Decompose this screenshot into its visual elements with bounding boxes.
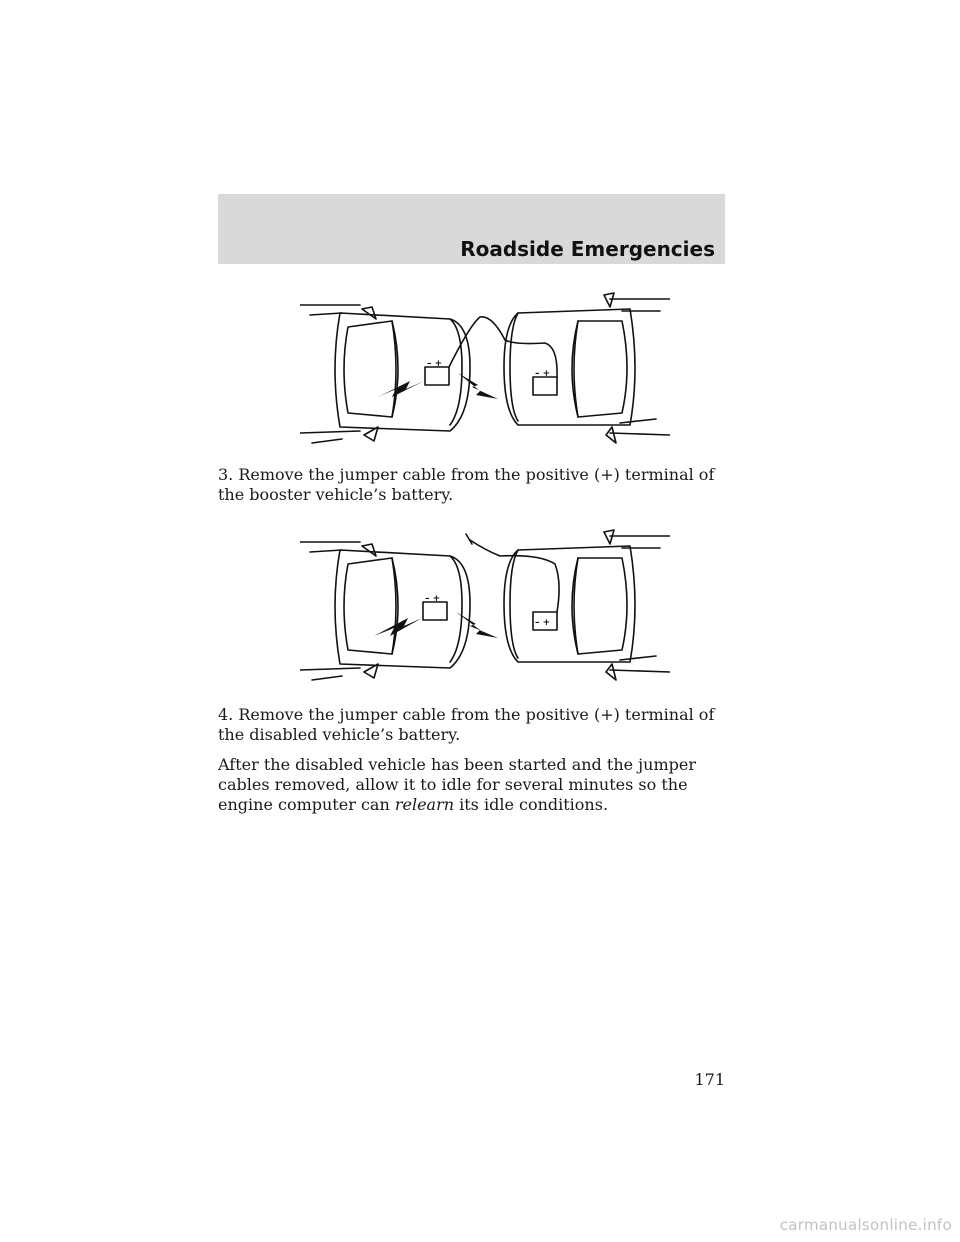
battery-right-label: – + bbox=[535, 618, 551, 628]
note-text bbox=[218, 755, 728, 815]
spark-icon bbox=[456, 612, 498, 638]
battery-left-label: – + bbox=[427, 359, 443, 369]
section-title: Roadside Emergencies bbox=[460, 237, 715, 261]
note-emphasis: relearn bbox=[394, 795, 455, 814]
page-number: 171 bbox=[694, 1070, 725, 1089]
header-band bbox=[218, 194, 725, 264]
battery-left-label: – + bbox=[425, 594, 441, 604]
watermark: carmanualsonline.info bbox=[779, 1216, 952, 1234]
note-text-after: its idle conditions. bbox=[454, 795, 609, 814]
jump-start-illustration-1 bbox=[300, 285, 670, 451]
spark-icon bbox=[458, 373, 498, 399]
spark-icon bbox=[378, 381, 424, 397]
battery-right-label: – + bbox=[535, 369, 551, 379]
step-3-text: 3. Remove the jumper cable from the positive (+) terminal of the booster vehicle’s battery. bbox=[218, 465, 715, 504]
note-text-before: After the disabled vehicle has been started and the jumper cables removed, allow it to idle for several minutes so the engine computer can bbox=[218, 755, 696, 814]
step-4-text: 4. Remove the jumper cable from the positive (+) terminal of the disabled vehicle’s battery. bbox=[218, 705, 715, 744]
jump-start-illustration-2 bbox=[300, 520, 670, 690]
